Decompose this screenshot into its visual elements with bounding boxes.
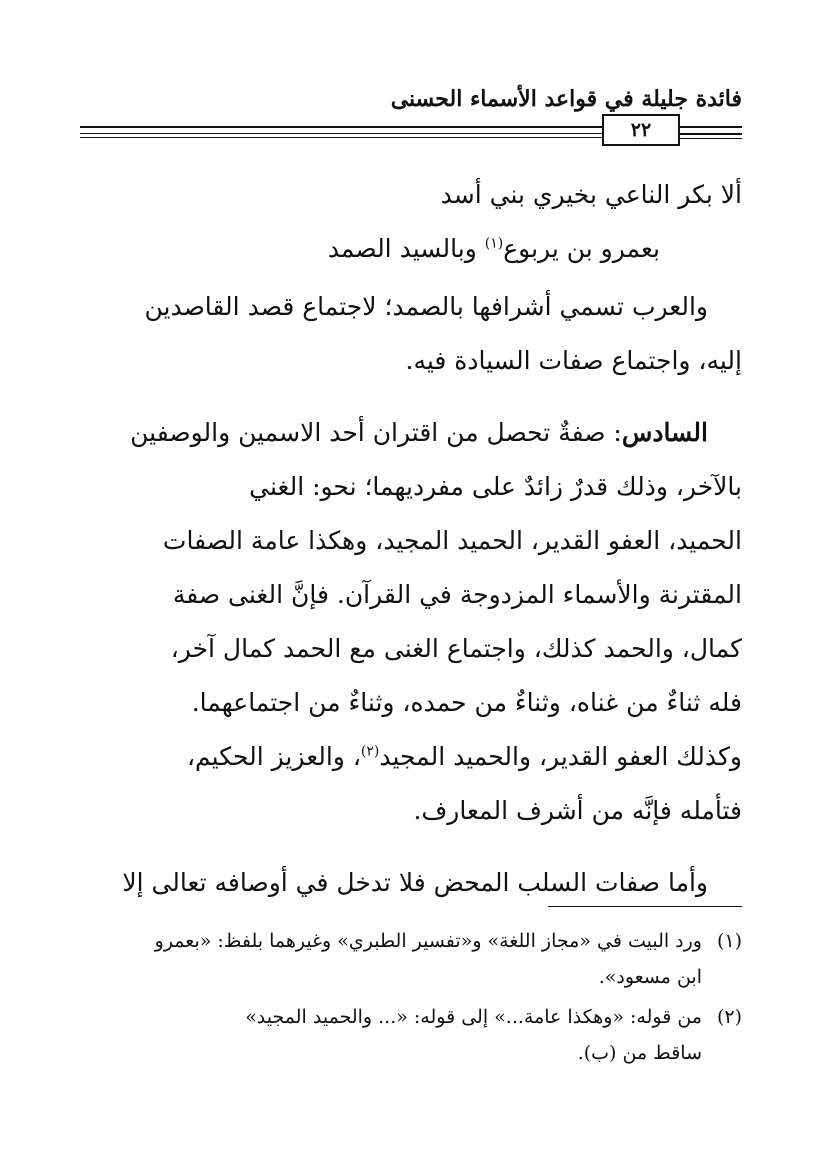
footnote-marker-2: (٢) bbox=[360, 743, 380, 760]
footnote-1-text: ورد البيت في «مجاز اللغة» و«تفسير الطبري» وغيرهما بلفظ: «بعمرو bbox=[154, 930, 702, 952]
header-rule-left-2 bbox=[80, 137, 602, 138]
footnote-separator bbox=[548, 906, 742, 907]
paragraph-2-line-3: الحميد، العفو القدير، الحميد المجيد، وهكذا عامة الصفات bbox=[162, 526, 742, 555]
paragraph-1-line-2: إليه، واجتماع صفات السيادة فيه. bbox=[405, 346, 742, 375]
page-number: ٢٢ bbox=[602, 114, 680, 146]
footnote-1-line-2: ابن مسعود». bbox=[598, 966, 702, 988]
header-rule-right-2 bbox=[678, 138, 742, 139]
paragraph-2-line-7-before: وكذلك العفو القدير، والحميد المجيد bbox=[379, 742, 742, 771]
section-lead: السادس bbox=[621, 418, 708, 447]
paragraph-2-line-7 bbox=[187, 742, 742, 771]
poem-line-1: ألا بكر الناعي بخيري بني أسد bbox=[440, 180, 742, 209]
running-title: فائدة جليلة في قواعد الأسماء الحسنى bbox=[390, 86, 742, 112]
paragraph-2-line-1-rest: : صفةٌ تحصل من اقتران أحد الاسمين والوصفين bbox=[130, 418, 622, 447]
poem-line-2-after: وبالسيد الصمد bbox=[327, 234, 485, 263]
footnote-2-line-2: ساقط من (ب). bbox=[577, 1042, 702, 1064]
footnote-marker-1: (١) bbox=[484, 235, 504, 252]
footnote-1-number: (١) bbox=[716, 930, 742, 952]
header-rule-left-1 bbox=[80, 133, 602, 134]
paragraph-2-line-5: كمال، والحمد كذلك، واجتماع الغنى مع الحمد كمال آخر، bbox=[170, 634, 742, 663]
footnote-2-line-1 bbox=[245, 1006, 742, 1028]
poem-line-2 bbox=[328, 234, 660, 263]
footnote-1-line-1 bbox=[155, 930, 742, 952]
footnote-2-number: (٢) bbox=[716, 1006, 742, 1028]
paragraph-2-line-2: بالآخر، وذلك قدرٌ زائدٌ على مفرديهما؛ نحو: الغني bbox=[249, 472, 742, 501]
paragraph-1-line-1: والعرب تسمي أشرافها بالصمد؛ لاجتماع قصد القاصدين bbox=[144, 292, 708, 321]
paragraph-2-line-1 bbox=[130, 418, 708, 447]
paragraph-2-line-7-after: ، والعزيز الحكيم، bbox=[186, 742, 361, 771]
paragraph-3-line-1: وأما صفات السلب المحض فلا تدخل في أوصافه تعالى إلا bbox=[122, 868, 708, 897]
page-header bbox=[80, 86, 742, 156]
header-rule-right-1 bbox=[678, 133, 742, 135]
paragraph-2-line-8: فتأمله فإنَّه من أشرف المعارف. bbox=[413, 796, 742, 825]
paragraph-2-line-6: فله ثناءٌ من غناه، وثناءٌ من حمده، وثناءٌ من اجتماعهما. bbox=[191, 688, 742, 717]
footnote-2-text: من قوله: «وهكذا عامة...» إلى قوله: «... والحميد المجيد» bbox=[245, 1006, 702, 1028]
poem-line-2-before: بعمرو بن يربوع bbox=[503, 234, 660, 263]
paragraph-2-line-4: المقترنة والأسماء المزدوجة في القرآن. فإنَّ الغنى صفة bbox=[172, 580, 742, 609]
